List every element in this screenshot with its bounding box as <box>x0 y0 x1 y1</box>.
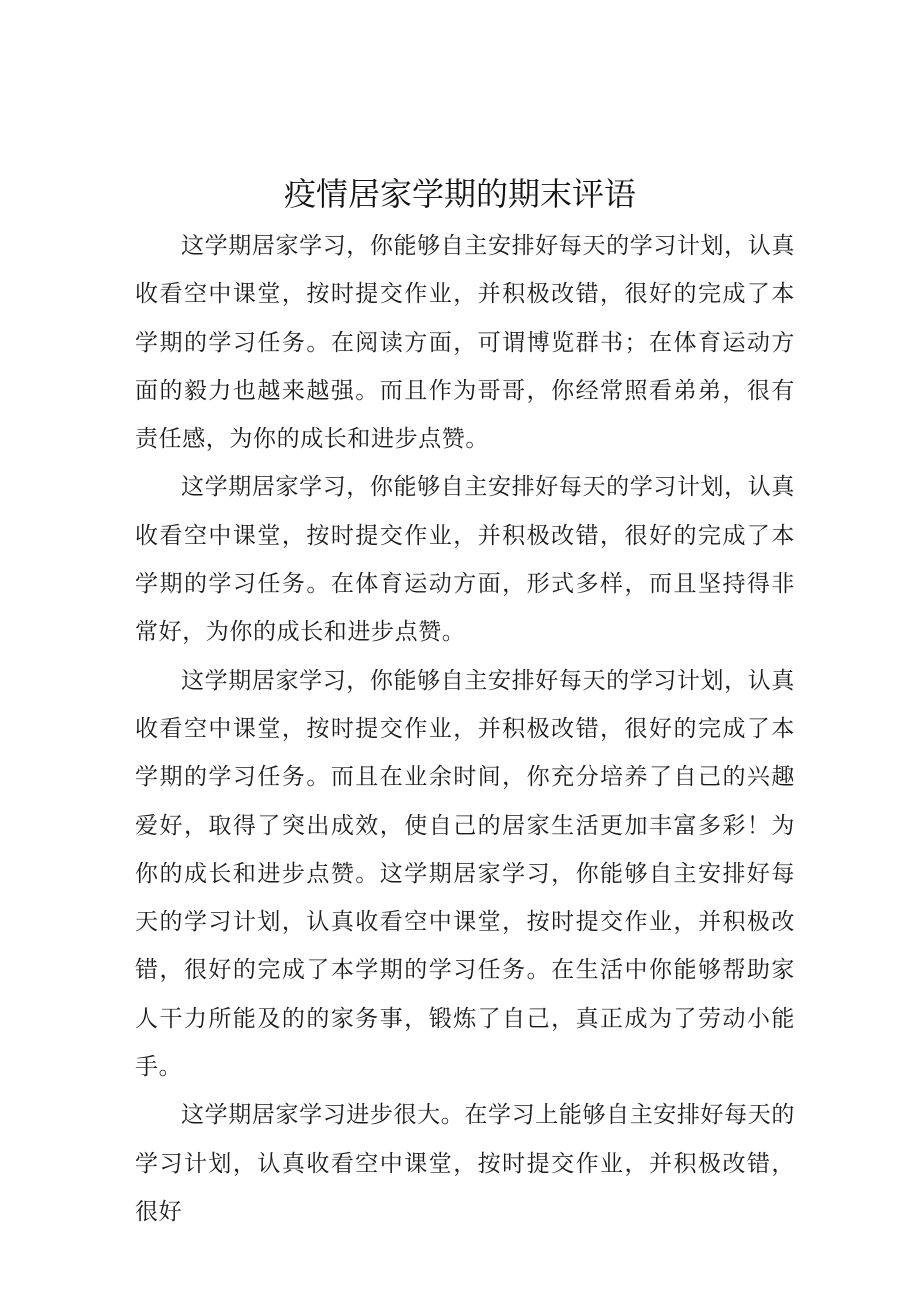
paragraph-3: 这学期居家学习，你能够自主安排好每天的学习计划，认真收看空中课堂，按时提交作业，并积极改错，很好的完成了本学期的学习任务。而且在业余时间，你充分培养了自己的兴趣爱好，取得了突出成效，使自己的居家生活更加丰富多彩！为你的成长和进步点赞。这学期居家学习，你能够自主安排好每天的学习计划，认真收看空中课堂，按时提交作业，并积极改错，很好的完成了本学期的学习任务。在生活中你能够帮助家人干力所能及的的家务事，锻炼了自己，真正成为了劳动小能手。 <box>135 667 795 1081</box>
paragraph-1: 这学期居家学习，你能够自主安排好每天的学习计划，认真收看空中课堂，按时提交作业，并积极改错，很好的完成了本学期的学习任务。在阅读方面，可谓博览群书；在体育运动方面的毅力也越来越强。而且作为哥哥，你经常照看弟弟，很有责任感，为你的成长和进步点赞。 <box>135 233 795 453</box>
paragraph-4: 这学期居家学习进步很大。在学习上能够自主安排好每天的学习计划，认真收看空中课堂，按时提交作业，并积极改错，很好 <box>135 1102 795 1225</box>
paragraph-2: 这学期居家学习，你能够自主安排好每天的学习计划，认真收看空中课堂，按时提交作业，并积极改错，很好的完成了本学期的学习任务。在体育运动方面，形式多样，而且坚持得非常好，为你的成长和进步点赞。 <box>135 474 795 646</box>
document-title: 疫情居家学期的期末评语 <box>283 175 636 213</box>
document-body <box>135 222 795 1236</box>
